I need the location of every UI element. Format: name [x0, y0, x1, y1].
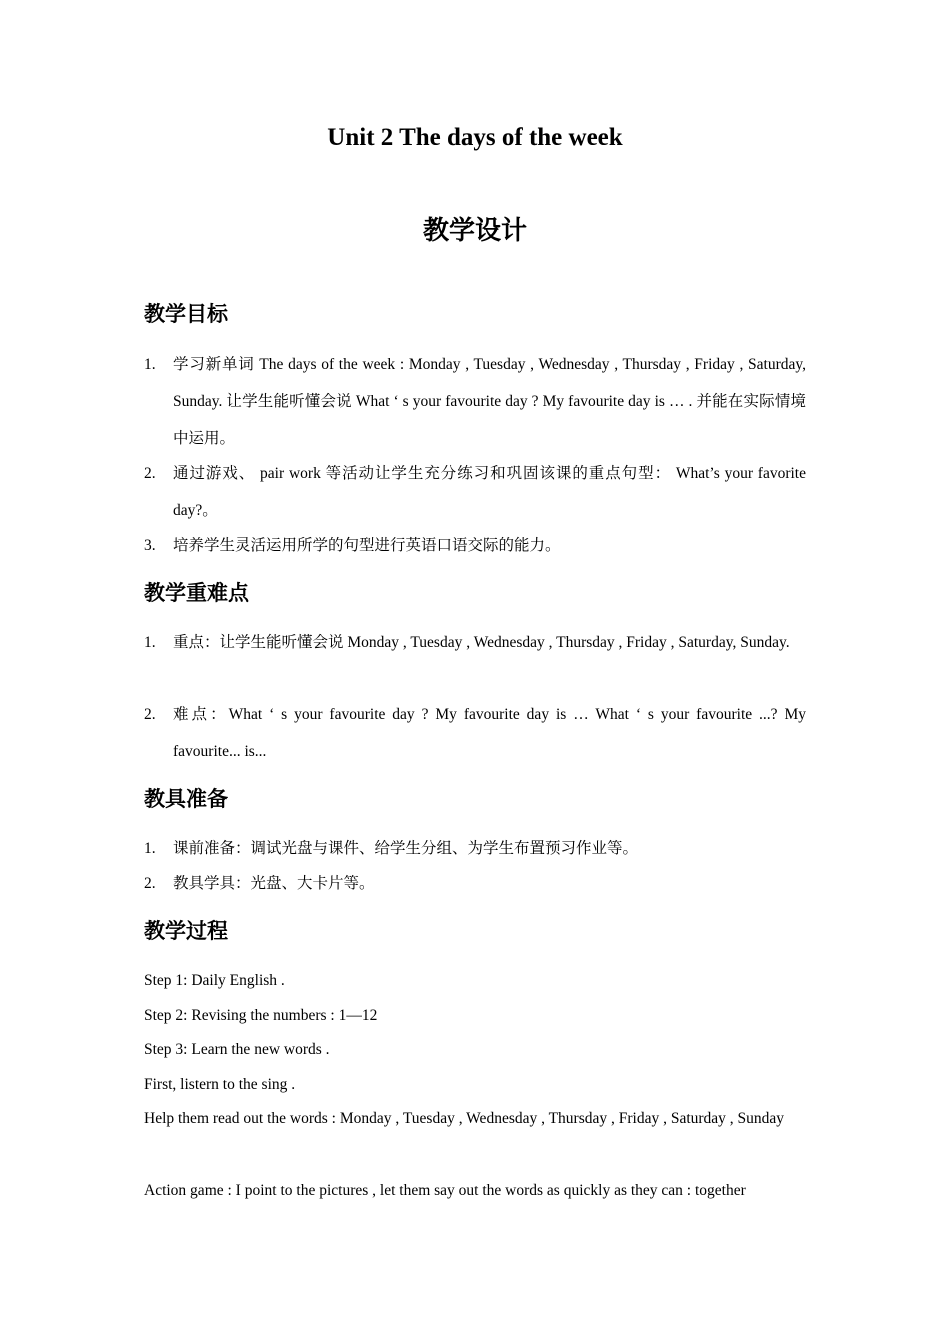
materials-item — [144, 865, 806, 902]
objective-text: 学习新单词 The days of the week : Monday , Tuesday , Wednesday , Thursday , Friday , Saturday, Sunday. 让学生能听懂会说 What ‘ s your favourite day ? My favourite day is … . 并能在实际情境中运用。 — [173, 356, 806, 447]
objective-item — [144, 527, 806, 564]
key-point-text: 难点：What ‘ s your favourite day ? My favourite day is … What ‘ s your favourite ...? My favourite... is... — [173, 706, 806, 760]
process-step: Step 1: Daily English . — [144, 972, 285, 989]
objective-text: 培养学生灵活运用所学的句型进行英语口语交际的能力。 — [173, 537, 561, 554]
list-number: 1. — [144, 356, 156, 373]
section-heading-materials: 教具准备 — [144, 787, 228, 811]
objective-text: 通过游戏、 pair work 等活动让学生充分练习和巩固该课的重点句型： What’s your favorite day?。 — [173, 465, 806, 519]
materials-item — [144, 830, 806, 867]
process-step: Help them read out the words : Monday , Tuesday , Wednesday , Thursday , Friday , Saturday , Sunday — [144, 1110, 785, 1127]
key-point-item — [144, 624, 806, 661]
key-point-item — [144, 696, 806, 770]
section-heading-key-points: 教学重难点 — [144, 581, 249, 605]
document-title: Unit 2 The days of the week — [327, 124, 623, 151]
list-number: 2. — [144, 465, 156, 482]
objective-item — [144, 346, 806, 457]
materials-text: 教具学具：光盘、大卡片等。 — [173, 875, 375, 892]
objective-item — [144, 455, 806, 529]
key-point-text: 重点：让学生能听懂会说 Monday , Tuesday , Wednesday , Thursday , Friday , Saturday, Sunday. — [173, 634, 790, 651]
list-number: 1. — [144, 634, 156, 651]
materials-text: 课前准备：调试光盘与课件、给学生分组、为学生布置预习作业等。 — [173, 840, 639, 857]
list-number: 3. — [144, 537, 156, 554]
list-number: 1. — [144, 840, 156, 857]
section-heading-objectives: 教学目标 — [144, 302, 228, 326]
section-heading-process: 教学过程 — [144, 919, 228, 943]
list-number: 2. — [144, 706, 156, 723]
process-step: Step 3: Learn the new words . — [144, 1041, 330, 1058]
process-step: Step 2: Revising the numbers : 1—12 — [144, 1007, 378, 1024]
process-step: Action game : I point to the pictures , let them say out the words as quickly as they can : together — [144, 1182, 746, 1199]
document-subtitle: 教学设计 — [422, 216, 527, 246]
list-number: 2. — [144, 875, 156, 892]
process-step: First, listern to the sing . — [144, 1076, 296, 1093]
